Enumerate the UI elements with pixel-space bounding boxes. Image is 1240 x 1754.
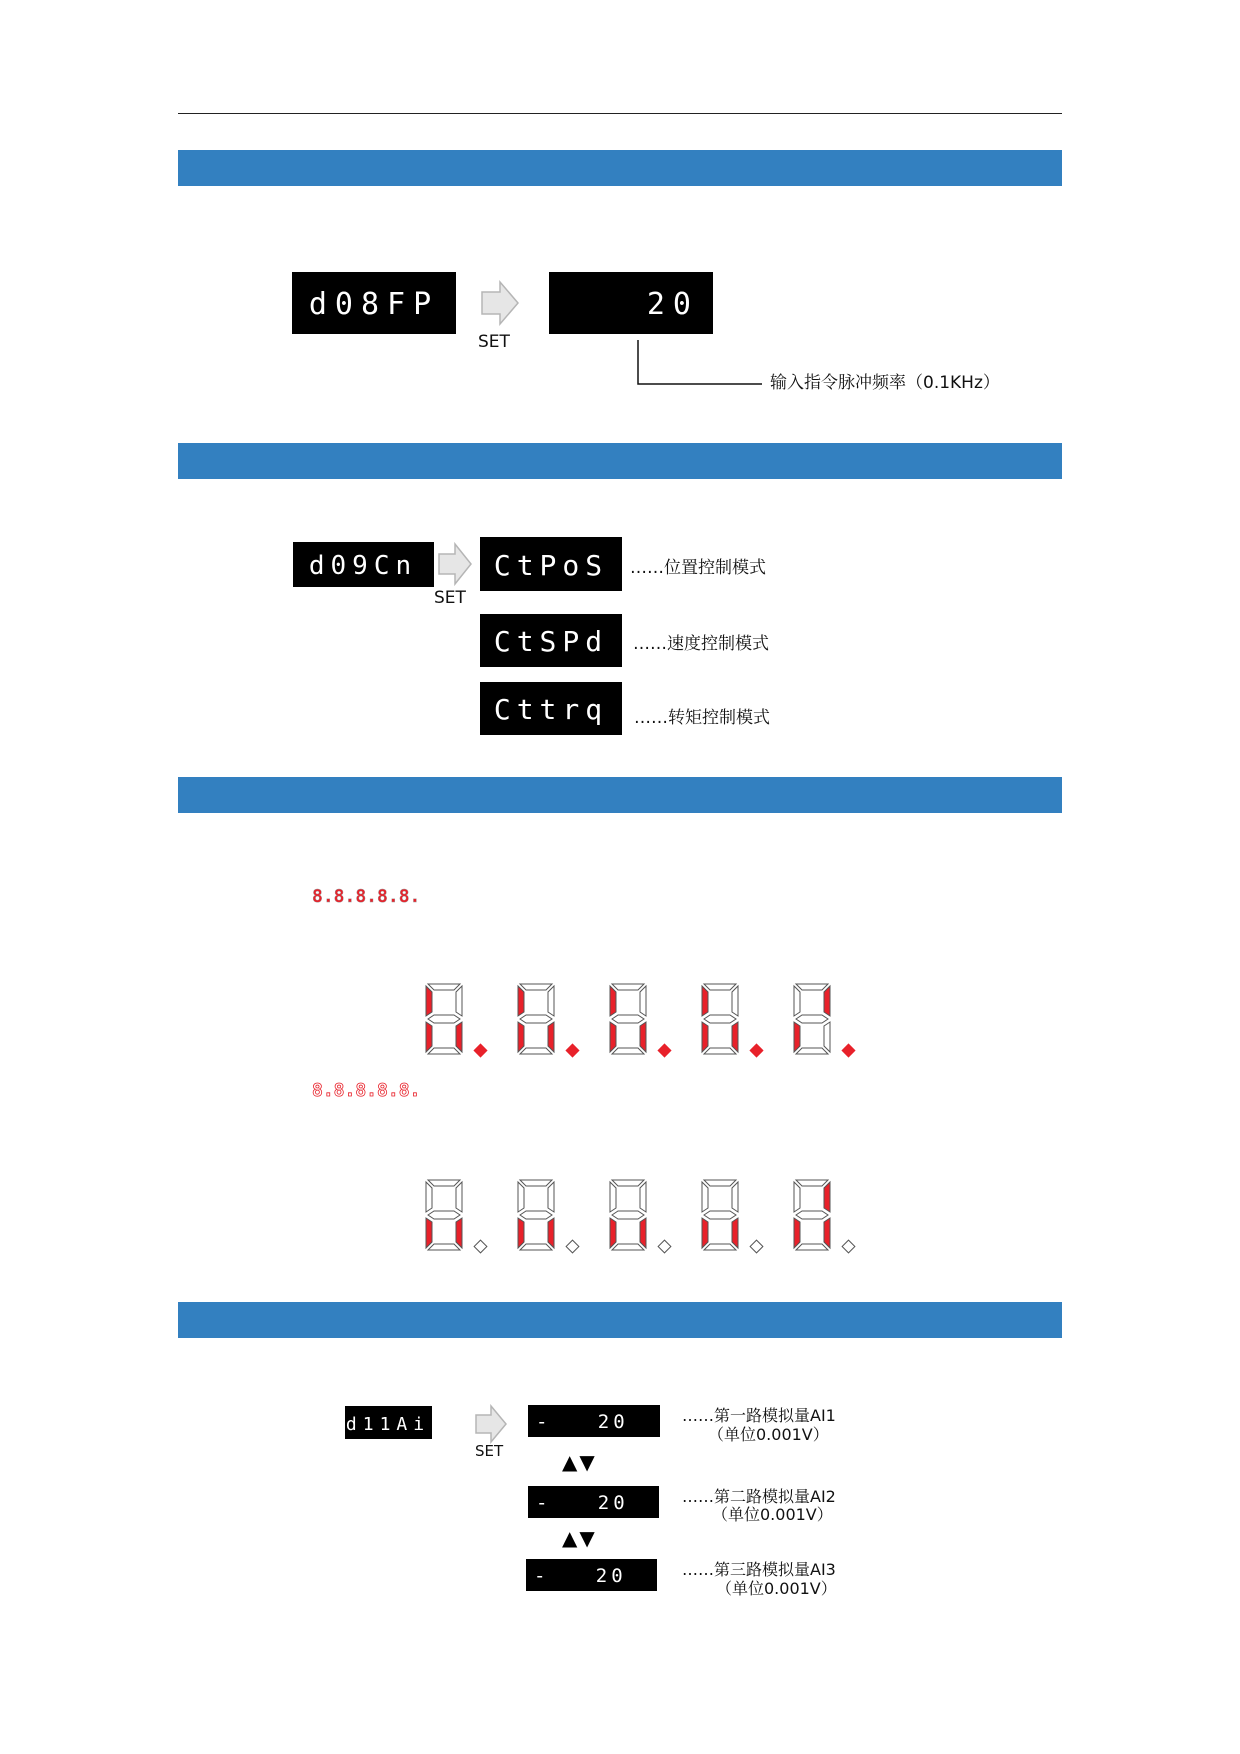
lcd-digits: - 20 <box>536 1492 629 1514</box>
segment-b <box>732 986 738 1016</box>
lcd-text <box>528 1486 659 1518</box>
lcd-digits: d11Ai <box>345 1414 431 1435</box>
seven-seg-digit <box>426 984 487 1057</box>
segment-g <box>796 1015 828 1023</box>
section-band-1 <box>178 150 1062 186</box>
ai3-display <box>526 1559 657 1591</box>
seven-seg-digit <box>610 984 671 1057</box>
lcd-digits: - 20 <box>534 1565 627 1587</box>
segment-g <box>428 1211 460 1219</box>
lcd-digits: - 20 <box>536 1411 629 1433</box>
segment-a <box>796 1180 828 1186</box>
segment-b <box>640 986 646 1016</box>
segment-c <box>732 1218 738 1248</box>
small-seg-text: 8.8.8.8.8. <box>312 1080 421 1100</box>
segment-a <box>428 984 460 990</box>
segment-c <box>456 1022 462 1052</box>
segment-f <box>518 986 524 1016</box>
seven-seg-digit <box>518 984 579 1057</box>
set-label: SET <box>434 588 466 608</box>
segment-d <box>428 1244 460 1250</box>
small-seg-text: 8.8.8.8.8. <box>312 886 421 906</box>
mode-note-speed: ……速度控制模式 <box>633 634 769 654</box>
section-band-4 <box>178 1302 1062 1338</box>
segment-a <box>612 984 644 990</box>
segment-g <box>612 1211 644 1219</box>
seven-seg-digit <box>610 1180 671 1253</box>
right-arrow-icon <box>474 1404 508 1444</box>
small-seg-row-top <box>312 884 424 906</box>
lcd-text <box>480 682 622 735</box>
segment-e <box>426 1022 432 1052</box>
segment-d <box>704 1048 736 1054</box>
lcd-text <box>528 1405 660 1437</box>
big-seg-row-bottom <box>420 1174 880 1262</box>
mode-note-position: ……位置控制模式 <box>630 558 766 578</box>
segment-f <box>426 986 432 1016</box>
ai1-unit: （单位0.001V） <box>708 1425 829 1444</box>
segment-c <box>548 1022 554 1052</box>
seven-seg-digit <box>794 1180 855 1253</box>
seven-seg-digit <box>702 1180 763 1253</box>
lcd-text-value <box>549 272 713 334</box>
segment-d <box>704 1244 736 1250</box>
segment-g <box>520 1015 552 1023</box>
big-seg-row-top <box>420 978 880 1066</box>
segment-b <box>456 1182 462 1212</box>
segment-b <box>640 1182 646 1212</box>
ai2-display <box>528 1486 659 1518</box>
segment-f <box>518 1182 524 1212</box>
segment-g <box>612 1015 644 1023</box>
segment-f <box>702 986 708 1016</box>
lcd-text-d09Cn <box>293 542 434 587</box>
segment-dp <box>474 1240 487 1253</box>
segment-f <box>702 1182 708 1212</box>
seven-seg-row <box>420 1174 880 1258</box>
segment-c <box>824 1022 830 1052</box>
segment-c <box>640 1022 646 1052</box>
up-down-arrows-icon: ▲▼ <box>562 1526 597 1550</box>
segment-a <box>704 984 736 990</box>
header-rule <box>178 113 1062 114</box>
segment-c <box>824 1218 830 1248</box>
segment-f <box>610 1182 616 1212</box>
segment-e <box>518 1218 524 1248</box>
segment-e <box>794 1022 800 1052</box>
segment-f <box>426 1182 432 1212</box>
segment-b <box>548 986 554 1016</box>
param-display-d09Cn <box>293 542 434 587</box>
lcd-text <box>480 614 622 667</box>
segment-c <box>640 1218 646 1248</box>
segment-a <box>520 984 552 990</box>
seven-seg-digit <box>702 984 763 1057</box>
segment-g <box>704 1015 736 1023</box>
ai3-note: ……第三路模拟量AI3 <box>682 1560 836 1579</box>
lcd-text <box>526 1559 657 1591</box>
set-label: SET <box>475 1442 504 1460</box>
segment-g <box>520 1211 552 1219</box>
mode-display-ctspd <box>480 614 622 667</box>
lcd-digits: Cttrq <box>493 693 609 726</box>
lcd-text-d11Ai <box>345 1406 432 1439</box>
segment-a <box>796 984 828 990</box>
segment-dp <box>658 1240 671 1253</box>
ai2-unit: （单位0.001V） <box>712 1505 833 1524</box>
ai1-display <box>528 1405 660 1437</box>
segment-dp <box>658 1044 671 1057</box>
up-down-arrows-icon: ▲▼ <box>562 1450 597 1474</box>
segment-dp <box>750 1044 763 1057</box>
segment-a <box>612 1180 644 1186</box>
segment-b <box>456 986 462 1016</box>
segment-d <box>612 1048 644 1054</box>
segment-d <box>520 1048 552 1054</box>
segment-d <box>428 1048 460 1054</box>
segment-d <box>796 1048 828 1054</box>
segment-d <box>520 1244 552 1250</box>
segment-g <box>796 1211 828 1219</box>
mode-display-cttrq <box>480 682 622 735</box>
mode-note-torque: ……转矩控制模式 <box>634 708 770 728</box>
param-display-d11Ai <box>345 1406 432 1439</box>
set-label: SET <box>478 332 510 352</box>
segment-g <box>428 1015 460 1023</box>
lcd-text-d08FP <box>292 272 456 334</box>
segment-e <box>518 1022 524 1052</box>
segment-e <box>426 1218 432 1248</box>
segment-e <box>702 1218 708 1248</box>
lcd-text <box>480 537 622 591</box>
right-arrow-icon <box>437 542 473 586</box>
small-seg-row-bottom <box>312 1078 424 1100</box>
segment-b <box>548 1182 554 1212</box>
segment-f <box>610 986 616 1016</box>
small-digits-top <box>312 884 424 910</box>
segment-dp <box>566 1240 579 1253</box>
segment-c <box>548 1218 554 1248</box>
segment-b <box>824 1182 830 1212</box>
section-band-3 <box>178 777 1062 813</box>
segment-a <box>704 1180 736 1186</box>
segment-g <box>704 1211 736 1219</box>
segment-c <box>732 1022 738 1052</box>
lcd-digits: CtPoS <box>493 549 609 582</box>
segment-a <box>428 1180 460 1186</box>
segment-dp <box>842 1044 855 1057</box>
segment-f <box>794 1182 800 1212</box>
segment-b <box>824 986 830 1016</box>
seven-seg-row <box>420 978 880 1062</box>
segment-e <box>794 1218 800 1248</box>
segment-d <box>612 1244 644 1250</box>
segment-dp <box>842 1240 855 1253</box>
small-digits-bottom <box>312 1078 424 1104</box>
segment-b <box>732 1182 738 1212</box>
segment-d <box>796 1244 828 1250</box>
seven-seg-digit <box>794 984 855 1057</box>
right-arrow-icon <box>480 280 520 326</box>
segment-dp <box>750 1240 763 1253</box>
segment-c <box>456 1218 462 1248</box>
segment-e <box>610 1022 616 1052</box>
mode-display-ctpos <box>480 537 622 591</box>
param-display-d08FP <box>292 272 456 334</box>
segment-dp <box>566 1044 579 1057</box>
lcd-digits: CtSPd <box>493 625 609 658</box>
ai1-note: ……第一路模拟量AI1 <box>682 1406 836 1425</box>
seven-seg-digit <box>426 1180 487 1253</box>
value-display-20 <box>549 272 713 334</box>
pulse-freq-note: 输入指令脉冲频率（0.1KHz） <box>770 373 1000 393</box>
callout-line <box>630 338 765 388</box>
ai3-unit: （单位0.001V） <box>716 1579 837 1598</box>
lcd-digits: d09Cn <box>308 551 418 581</box>
seven-seg-digit <box>518 1180 579 1253</box>
segment-e <box>702 1022 708 1052</box>
segment-e <box>610 1218 616 1248</box>
section-band-2 <box>178 443 1062 479</box>
lcd-digits: 20 <box>646 287 699 322</box>
ai2-note: ……第二路模拟量AI2 <box>682 1487 836 1506</box>
segment-a <box>520 1180 552 1186</box>
segment-dp <box>474 1044 487 1057</box>
segment-f <box>794 986 800 1016</box>
lcd-digits: d08FP <box>308 287 440 322</box>
